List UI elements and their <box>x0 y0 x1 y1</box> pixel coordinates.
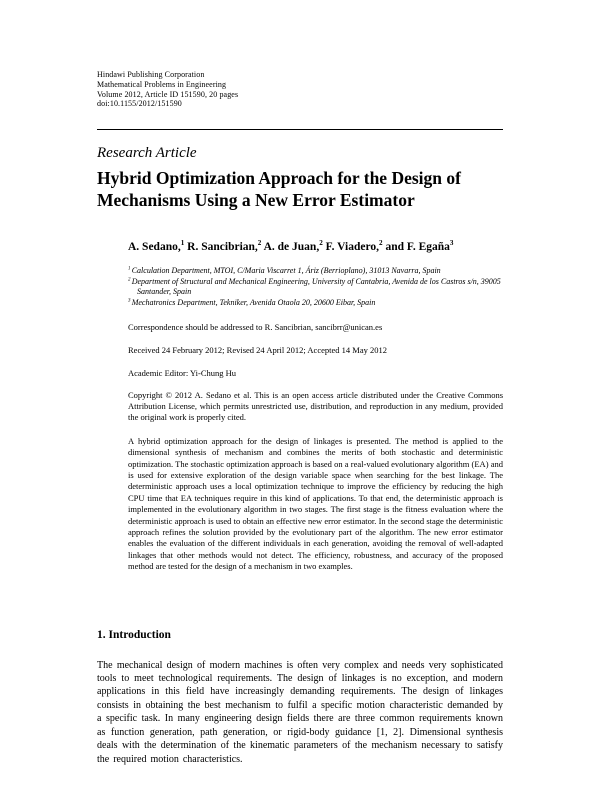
header-divider <box>97 129 503 130</box>
author-affiliation-marker: 2 <box>379 239 383 248</box>
copyright-notice: Copyright © 2012 A. Sedano et al. This is an open access article distributed under the Creative Commons Attribution License, which permits unrestricted use, distribution, and reproduction in any medium, provided the original work is properly cited. <box>128 389 503 423</box>
intro-paragraph: The mechanical design of modern machines is often very complex and needs very sophisticated tools to meet technological requirements. The design of linkages is no exception, and modern applications in this field have increasingly demanding requirements. The design of linkages consists in obtaining the best mechanism to fulfil a specific motion characteristic demanded by a specific task. In many engineering design fields there are three common requirements known as function generation, path generation, or rigid-body guidance [1, 2]. Dimensional synthesis deals with the determination of the kinematic parameters of the mechanism necessary to satisfy the required motion characteristics. <box>97 659 503 765</box>
affiliation-marker: 3 <box>128 298 132 304</box>
affiliation-marker: 2 <box>128 277 132 283</box>
affiliation-line: $^3$ Mechatronics Department, Tekniker, Avenida Otaola 20, 20600 Eibar, Spain <box>128 297 376 307</box>
correspondence-line: Correspondence should be addressed to R. Sancibrian, sancibrr@unican.es <box>128 321 383 332</box>
author-affiliation-marker: 2 <box>319 239 323 248</box>
journal-header <box>97 70 503 109</box>
publisher-line: Hindawi Publishing Corporation <box>97 70 205 79</box>
article-title: Hybrid Optimization Approach for the Design of Mechanisms Using a New Error Estimator <box>97 168 461 211</box>
author-affiliation-marker: 3 <box>449 239 454 248</box>
byline-block <box>128 241 503 572</box>
author-name: R. Sancibrian, <box>184 241 258 254</box>
author-affiliation-marker: 2 <box>257 239 262 248</box>
journal-name-line: Mathematical Problems in Engineering <box>97 79 227 89</box>
section-heading-introduction: 1. Introduction <box>97 628 171 641</box>
affiliation-line: $^2$ Department of Structural and Mechanical Engineering, University of Cantabria, Avenida de los Castros s/n, 39005 Santander, Spain <box>128 276 501 297</box>
affiliations <box>128 266 503 308</box>
editor-line: Academic Editor: Yi-Chung Hu <box>128 367 237 378</box>
article-type-label: Research Article <box>97 145 197 162</box>
doi-line: doi:10.1155/2012/151590 <box>97 99 182 109</box>
author-name: and F. Egaña <box>382 241 450 254</box>
authors-line <box>128 241 503 253</box>
affiliation-marker: 1 <box>128 266 132 272</box>
author-name: A. Sedano, <box>128 241 181 254</box>
author-name: A. de Juan, <box>261 241 320 254</box>
volume-line: Volume 2012, Article ID 151590, 20 pages <box>97 89 239 99</box>
abstract-text: A hybrid optimization approach for the design of linkages is presented. The method is applied to the dimensional synthesis of mechanism and combines the merits of both stochastic and deterministic optimization. The stochastic optimization approach is based on a real-valued evolutionary algorithm (EA) and is used for extensive exploration of the design variable space when searching for the best linkage. The deterministic approach uses a local optimization technique to improve the efficiency by reducing the high CPU time that EA techniques require in this kind of applications. To that end, the deterministic approach is implemented in the evolutionary algorithm in two stages. The first stage is the fitness evaluation where the deterministic approach is used to obtain an effective new error estimator. In the second stage the deterministic approach refines the solution provided by the evolutionary part of the algorithm. The new error estimator enables the evaluation of the different individuals in each generation, avoiding the removal of well-adapted linkages that other methods would not detect. The efficiency, robustness, and accuracy of the proposed method are tested for the design of a mechanism in two examples. <box>128 435 503 572</box>
author-affiliation-marker: 1 <box>180 239 185 248</box>
author-name: F. Viadero, <box>322 241 379 254</box>
history-line: Received 24 February 2012; Revised 24 April 2012; Accepted 14 May 2012 <box>128 344 387 355</box>
affiliation-line: $^1$ Calculation Department, MTOI, C/Maria Viscarret 1, Áriz (Berrioplano), 31013 Navarra, Spain <box>128 266 441 276</box>
